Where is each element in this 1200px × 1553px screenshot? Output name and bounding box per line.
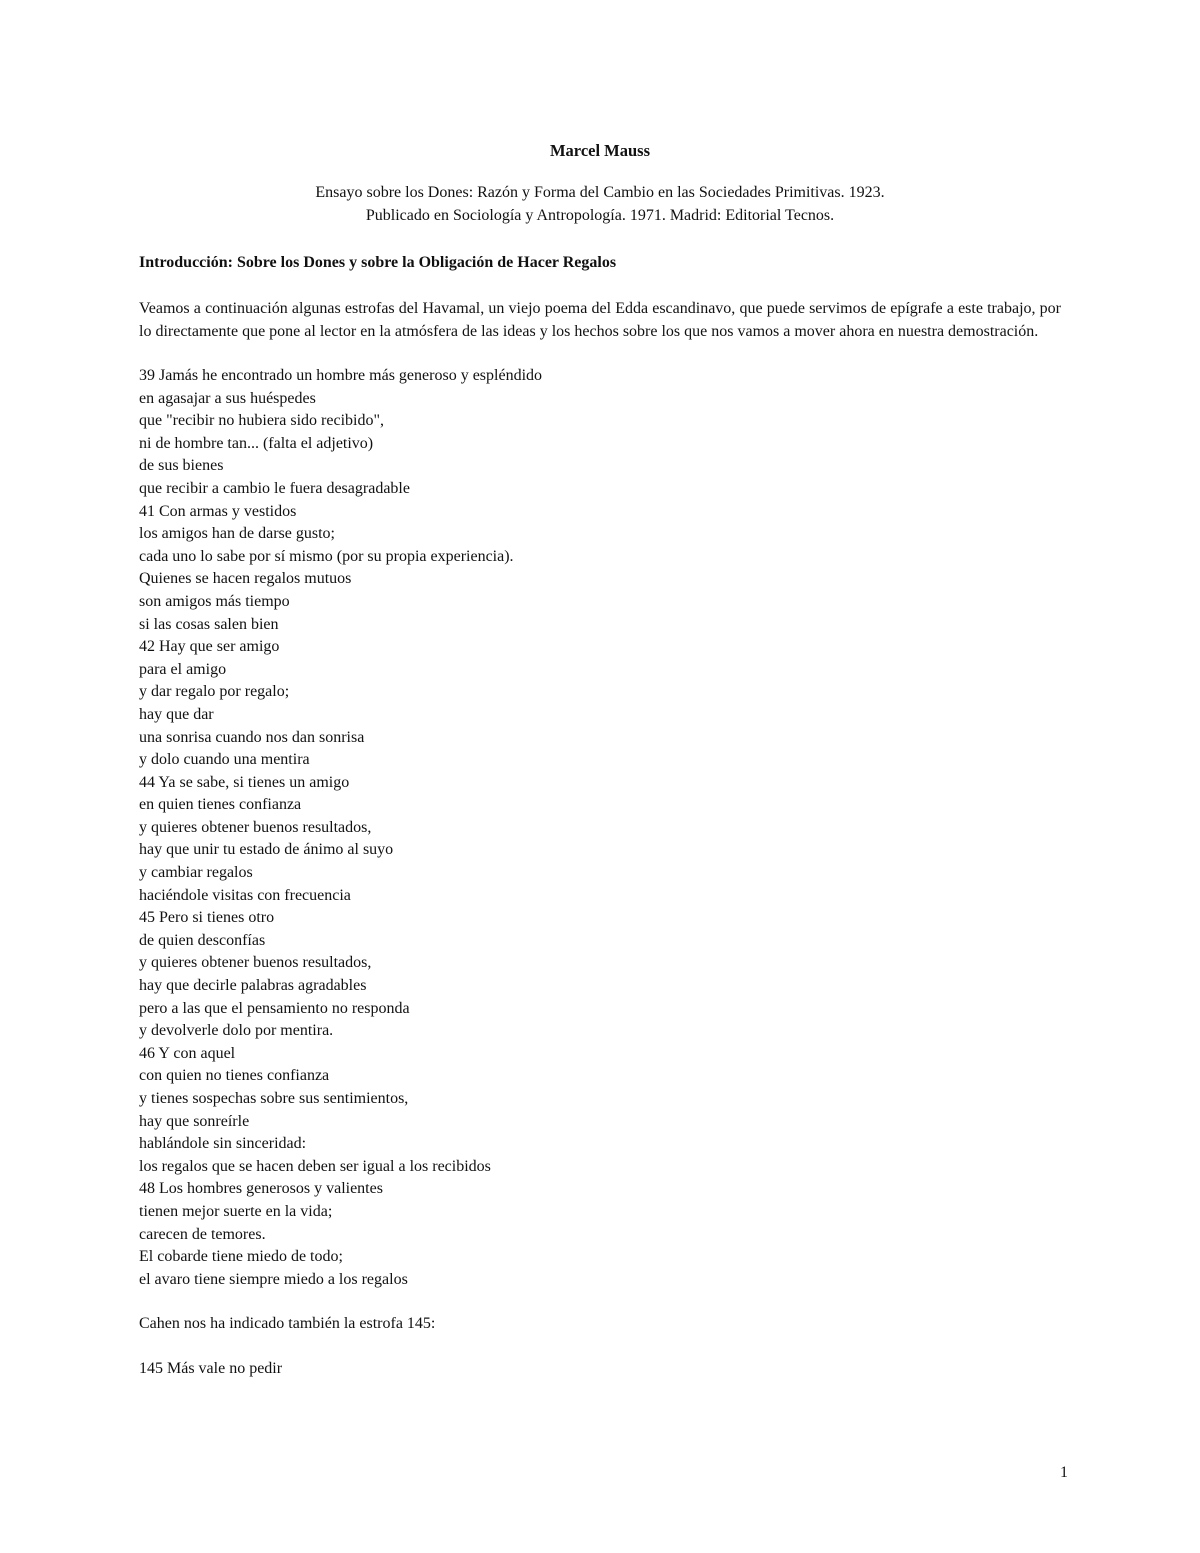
poem-line: 44 Ya se sabe, si tienes un amigo (139, 773, 350, 791)
poem-line: para el amigo (139, 660, 227, 678)
poem-line: hablándole sin sinceridad: (139, 1135, 307, 1153)
poem-line: El cobarde tiene miedo de todo; (139, 1248, 343, 1266)
poem-line: en quien tienes confianza (139, 796, 302, 814)
poem-145-start: 145 Más vale no pedir (139, 1359, 283, 1377)
poem-line: el avaro tiene siempre miedo a los regalos (139, 1270, 408, 1288)
poem-stanzas (139, 365, 1061, 1291)
poem-line: y cambiar regalos (139, 864, 253, 882)
poem-line: 42 Hay que ser amigo (139, 638, 280, 656)
page-content (139, 139, 1061, 1380)
poem-line: 46 Y con aquel (139, 1044, 236, 1062)
poem-line: son amigos más tiempo (139, 592, 290, 610)
poem-line: y devolverle dolo por mentira. (139, 1022, 334, 1040)
intro-paragraph: Veamos a continuación algunas estrofas del Havamal, un viejo poema del Edda escandinavo, que puede servimos de epígrafe a este trabajo, por lo directamente que pone al lector en la atmósfera de las ideas y los hechos sobre los que nos vamos a mover ahora en nuestra demostración. (139, 300, 1061, 340)
poem-line: hay que sonreírle (139, 1112, 250, 1130)
poem-line: cada uno lo sabe por sí mismo (por su propia experiencia). (139, 547, 514, 565)
stanza-note: Cahen nos ha indicado también la estrofa 145: (139, 1315, 436, 1333)
poem-line: los regalos que se hacen deben ser igual a los recibidos (139, 1157, 491, 1175)
poem-line: y quieres obtener buenos resultados, (139, 818, 372, 836)
poem-line: en agasajar a sus huéspedes (139, 389, 316, 407)
poem-line: los amigos han de darse gusto; (139, 525, 335, 543)
poem-line: con quien no tienes confianza (139, 1067, 330, 1085)
poem-line: pero a las que el pensamiento no responda (139, 999, 410, 1017)
poem-line: hay que unir tu estado de ánimo al suyo (139, 841, 394, 859)
poem-line: si las cosas salen bien (139, 615, 279, 633)
poem-line: y dolo cuando una mentira (139, 751, 310, 769)
poem-line: de quien desconfías (139, 931, 266, 949)
section-heading: Introducción: Sobre los Dones y sobre la Obligación de Hacer Regalos (139, 254, 617, 271)
poem-line: una sonrisa cuando nos dan sonrisa (139, 728, 365, 746)
author-name: Marcel Mauss (549, 141, 651, 160)
poem-line: y quieres obtener buenos resultados, (139, 954, 372, 972)
poem-line: hay que decirle palabras agradables (139, 977, 367, 995)
page-number: 1 (1060, 1464, 1068, 1481)
poem-line: Quienes se hacen regalos mutuos (139, 570, 352, 588)
poem-line: hay que dar (139, 705, 214, 723)
poem-line: de sus bienes (139, 457, 224, 475)
poem-line: haciéndole visitas con frecuencia (139, 886, 351, 904)
poem-line: ni de hombre tan... (falta el adjetivo) (139, 434, 374, 452)
citation-line-1: Ensayo sobre los Dones: Razón y Forma del Cambio en las Sociedades Primitivas. 1923. (315, 184, 885, 201)
poem-line: carecen de temores. (139, 1225, 266, 1243)
poem-line: y tienes sospechas sobre sus sentimientos, (139, 1090, 409, 1107)
poem-line: 45 Pero si tienes otro (139, 909, 275, 927)
citation-line-2: Publicado en Sociología y Antropología. 1971. Madrid: Editorial Tecnos. (365, 206, 835, 224)
poem-line: tienen mejor suerte en la vida; (139, 1202, 333, 1220)
poem-line: 39 Jamás he encontrado un hombre más generoso y espléndido (139, 367, 543, 384)
citation (139, 182, 1061, 227)
poem-line: 41 Con armas y vestidos (139, 502, 297, 520)
poem-line: que recibir a cambio le fuera desagradable (139, 479, 410, 497)
poem-line: que "recibir no hubiera sido recibido", (139, 412, 384, 430)
poem-line: 48 Los hombres generosos y valientes (139, 1180, 383, 1198)
poem-line: y dar regalo por regalo; (139, 683, 290, 701)
